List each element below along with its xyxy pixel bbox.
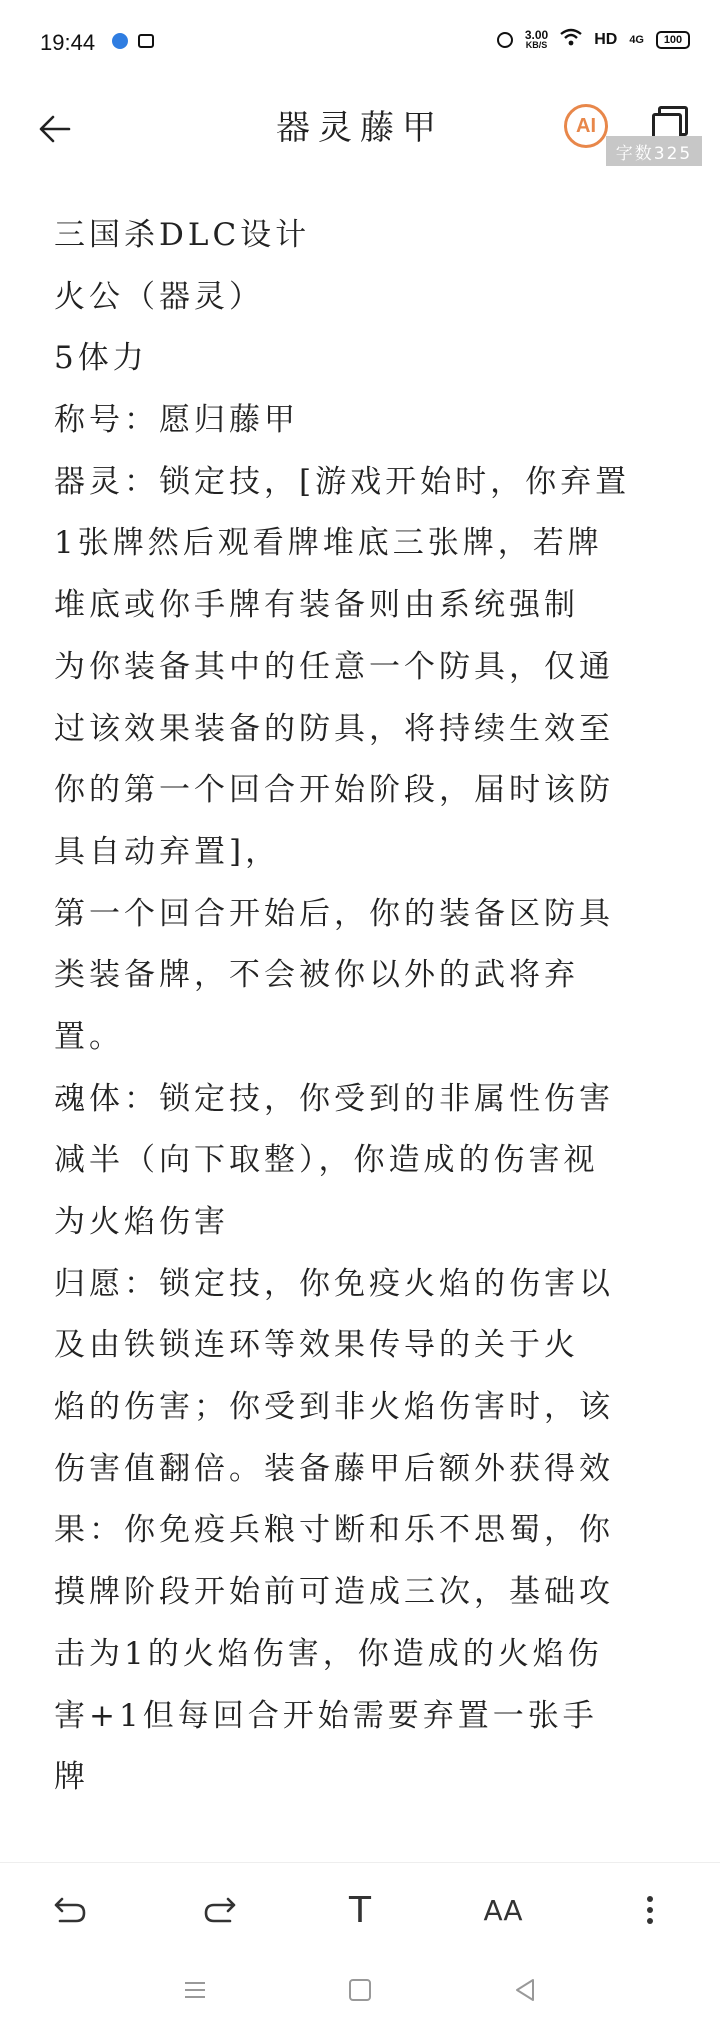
status-time: 19:44 — [40, 30, 96, 55]
status-bar — [0, 0, 720, 90]
note-text-line: 及由铁锁连环等效果传导的关于火 — [54, 1327, 579, 1364]
home-button[interactable] — [340, 1970, 380, 2010]
battery-level: 100 — [663, 33, 683, 46]
redo-icon — [202, 1895, 238, 1925]
note-text-line: 过该效果装备的防具，将持续生效至 — [54, 710, 614, 747]
note-body[interactable] — [54, 205, 674, 1809]
note-text-line: 具自动弃置]， — [54, 833, 281, 870]
tv-app-icon — [138, 34, 154, 48]
battery-icon — [656, 31, 690, 49]
wifi-icon — [560, 28, 582, 51]
more-vertical-icon — [647, 1896, 653, 1924]
note-text-line: 为你装备其中的任意一个防具，仅通 — [54, 648, 614, 685]
network-speed-unit: KB/S — [525, 40, 548, 50]
system-back-button[interactable] — [505, 1970, 545, 2010]
note-text-line: 你的第一个回合开始阶段，届时该防 — [54, 772, 614, 809]
note-text-line: 焰的伤害；你受到非火焰伤害时，该 — [54, 1389, 614, 1426]
status-indicators — [497, 28, 690, 51]
note-text-line: 摸牌阶段开始前可造成三次，基础攻 — [54, 1574, 614, 1611]
undo-icon — [52, 1895, 88, 1925]
note-text-line: 伤害值翻倍。装备藤甲后额外获得效 — [54, 1450, 614, 1487]
note-text-line: 归愿：锁定技，你免疫火焰的伤害以 — [54, 1265, 614, 1302]
note-toolbar — [0, 90, 720, 200]
note-text-line: 1张牌然后观看牌堆底三张牌，若牌 — [54, 525, 603, 562]
home-icon — [349, 1979, 371, 2001]
note-title: 器灵藤甲 — [276, 108, 444, 148]
editing-toolbar — [0, 1862, 720, 1953]
text-style-icon: T — [349, 1889, 371, 1931]
note-text-line: 害+1但每回合开始需要弃置一张手 — [54, 1697, 598, 1734]
note-text-line: 5体力 — [54, 340, 148, 377]
font-size-icon: AA — [483, 1893, 523, 1927]
network-speed-value: 3.00 — [524, 28, 549, 42]
signal-4g-icon: 4G — [629, 33, 644, 46]
note-text-line: 火公（器灵） — [54, 278, 264, 315]
more-options-button[interactable] — [625, 1885, 675, 1935]
note-text-line: 第一个回合开始后，你的装备区防具 — [54, 895, 614, 932]
hd-indicator: HD — [594, 30, 618, 48]
note-text-line: 果：你免疫兵粮寸断和乐不思蜀，你 — [54, 1512, 614, 1549]
redo-button[interactable] — [195, 1885, 245, 1935]
word-count-badge: 字数325 — [606, 136, 702, 166]
system-nav-bar — [0, 1958, 720, 2020]
undo-button[interactable] — [45, 1885, 95, 1935]
ai-button[interactable] — [564, 104, 608, 148]
note-text-line: 击为1的火焰伤害，你造成的火焰伤 — [54, 1635, 603, 1672]
note-text-line: 器灵：锁定技，[游戏开始时，你弃置 — [54, 463, 631, 500]
app-notification-icon — [112, 33, 128, 49]
note-text-line: 魂体：锁定技，你受到的非属性伤害 — [54, 1080, 614, 1117]
recent-apps-button[interactable] — [175, 1970, 215, 2010]
ai-label: AI — [576, 114, 596, 137]
menu-icon — [185, 1982, 205, 1998]
network-speed — [525, 29, 548, 50]
note-text-line: 置。 — [54, 1018, 124, 1055]
font-size-button[interactable] — [478, 1885, 528, 1935]
triangle-back-icon — [514, 1978, 536, 2002]
note-text-line: 类装备牌，不会被你以外的武将弃 — [54, 957, 579, 994]
note-text-line: 三国杀DLC设计 — [54, 217, 311, 253]
note-text-line: 称号：愿归藤甲 — [54, 402, 299, 439]
note-text-line: 减半（向下取整），你造成的伤害视 — [54, 1142, 599, 1179]
note-text-line: 堆底或你手牌有装备则由系统强制 — [54, 587, 579, 624]
status-app-icons — [112, 33, 154, 49]
note-text-line: 牌 — [54, 1759, 89, 1796]
alarm-icon — [497, 32, 513, 48]
note-text-line: 为火焰伤害 — [54, 1204, 229, 1240]
text-style-button[interactable] — [335, 1885, 385, 1935]
